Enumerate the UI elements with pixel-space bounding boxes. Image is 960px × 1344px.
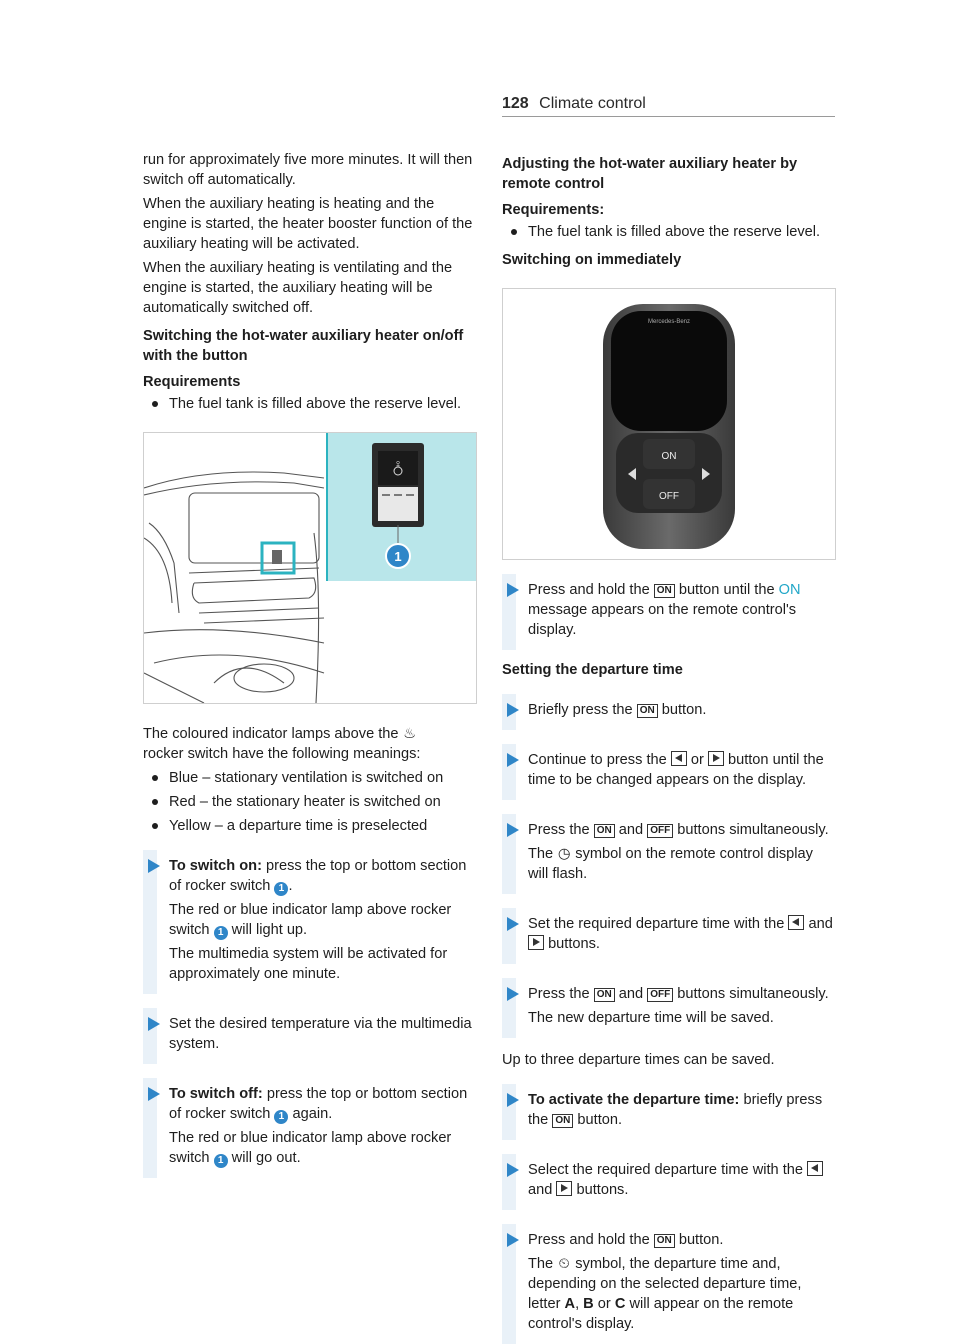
list-item: The fuel tank is filled above the reserve level.	[143, 394, 477, 414]
remote-control-figure	[502, 288, 836, 560]
dashboard-illustration	[144, 433, 476, 703]
step-arrow-icon	[507, 1093, 519, 1107]
step-arrow-icon	[507, 1163, 519, 1177]
heater-symbol-icon: ♨	[403, 726, 417, 742]
callout-1-icon: 1	[214, 926, 228, 940]
remote-on-label: ON	[661, 451, 677, 462]
header-rule	[502, 116, 835, 117]
instruction-step: Select the required departure time with the and buttons.	[502, 1154, 836, 1210]
clock-symbol-icon: ◷	[557, 846, 571, 862]
right-arrow-button-icon	[708, 751, 724, 766]
list-item: The fuel tank is filled above the reserve level.	[502, 222, 836, 242]
requirements-label: Requirements:	[502, 202, 605, 218]
paragraph: The coloured indicator lamps above the ♨ rocker switch have the following meanings:	[143, 726, 421, 762]
instruction-step: To activate the departure time: briefly press the ON button.	[502, 1084, 836, 1140]
step-arrow-icon	[148, 1087, 160, 1101]
section-title: Climate control	[539, 95, 646, 112]
left-arrow-button-icon	[671, 751, 687, 766]
page-header	[502, 94, 646, 114]
left-arrow-button-icon	[788, 915, 804, 930]
step-arrow-icon	[148, 859, 160, 873]
instruction-step: Press and hold the ON button. The ⏲ symbol, the departure time and, depending on the selected departure time, letter A, B or C will appear on the remote control's display.	[502, 1224, 836, 1344]
section-heading: Switching the hot-water auxiliary heater on/off with the button	[143, 328, 464, 364]
right-arrow-button-icon	[528, 935, 544, 950]
on-button-icon: ON	[594, 824, 615, 838]
figure-callout: 1	[394, 549, 402, 564]
instruction-step: To switch on: press the top or bottom section of rocker switch 1 . The red or blue indicator lamp above rocker switch 1 will light up. The multimedia system will be activated for approximately one minute.	[143, 850, 477, 994]
on-button-icon: ON	[552, 1114, 573, 1128]
instruction-step: Set the required departure time with the and buttons.	[502, 908, 836, 964]
left-arrow-button-icon	[807, 1161, 823, 1176]
meanings-list	[143, 768, 477, 836]
section-heading: Setting the departure time	[502, 662, 683, 678]
callout-1-icon: 1	[274, 882, 288, 896]
remote-brand: Mercedes-Benz	[647, 319, 691, 325]
step-arrow-icon	[507, 1233, 519, 1247]
svg-text:ꔍ: ꔍ	[395, 460, 401, 469]
requirements-label: Requirements	[143, 374, 241, 390]
paragraph: When the auxiliary heating is heating and the engine is started, the heater booster function of the auxiliary heating will be activated.	[143, 196, 473, 252]
off-button-icon: OFF	[647, 988, 673, 1002]
bullet	[152, 401, 158, 407]
step-arrow-icon	[148, 1017, 160, 1031]
step-arrow-icon	[507, 987, 519, 1001]
page-number: 128	[502, 95, 529, 112]
callout-1-icon: 1	[274, 1110, 288, 1124]
on-button-icon: ON	[637, 704, 658, 718]
list-item: Blue – stationary ventilation is switched on	[143, 768, 477, 788]
instruction-step: Continue to press the or button until the time to be changed appears on the display.	[502, 744, 836, 800]
step-arrow-icon	[507, 583, 519, 597]
dashboard-figure	[143, 432, 477, 704]
instruction-step: Briefly press the ON button.	[502, 694, 836, 730]
instruction-step: Press and hold the ON button until the ON message appears on the remote control's display.	[502, 574, 836, 650]
on-button-icon: ON	[594, 988, 615, 1002]
instruction-step: Set the desired temperature via the multimedia system.	[143, 1008, 477, 1064]
section-heading: Switching on immediately	[502, 252, 682, 268]
paragraph: run for approximately five more minutes. It will then switch off automatically.	[143, 152, 473, 188]
step-arrow-icon	[507, 823, 519, 837]
left-column	[143, 150, 477, 1178]
step-arrow-icon	[507, 753, 519, 767]
section-heading: Adjusting the hot-water auxiliary heater by remote control	[502, 156, 798, 192]
instruction-step: To switch off: press the top or bottom section of rocker switch 1 again. The red or blue indicator lamp above rocker switch 1 will go out.	[143, 1078, 477, 1178]
step-arrow-icon	[507, 703, 519, 717]
on-button-icon: ON	[654, 1234, 675, 1248]
remote-control-illustration	[503, 289, 835, 559]
paragraph: Up to three departure times can be saved.	[502, 1052, 775, 1068]
instruction-step: Press the ON and OFF buttons simultaneously. The new departure time will be saved.	[502, 978, 836, 1038]
remote-off-label: OFF	[659, 491, 679, 502]
right-column	[502, 154, 836, 1344]
requirements-list	[143, 394, 477, 414]
right-arrow-button-icon	[556, 1181, 572, 1196]
paragraph: When the auxiliary heating is ventilating and the engine is started, the auxiliary heating will be automatically switched off.	[143, 260, 453, 316]
step-arrow-icon	[507, 917, 519, 931]
list-item: Yellow – a departure time is preselected	[143, 816, 477, 836]
on-button-icon: ON	[654, 584, 675, 598]
instruction-step: Press the ON and OFF buttons simultaneously. The ◷ symbol on the remote control display will flash.	[502, 814, 836, 894]
off-button-icon: OFF	[647, 824, 673, 838]
list-item: Red – the stationary heater is switched on	[143, 792, 477, 812]
requirements-list	[502, 222, 836, 242]
timer-symbol-icon: ⏲	[558, 1256, 570, 1272]
callout-1-icon: 1	[214, 1154, 228, 1168]
